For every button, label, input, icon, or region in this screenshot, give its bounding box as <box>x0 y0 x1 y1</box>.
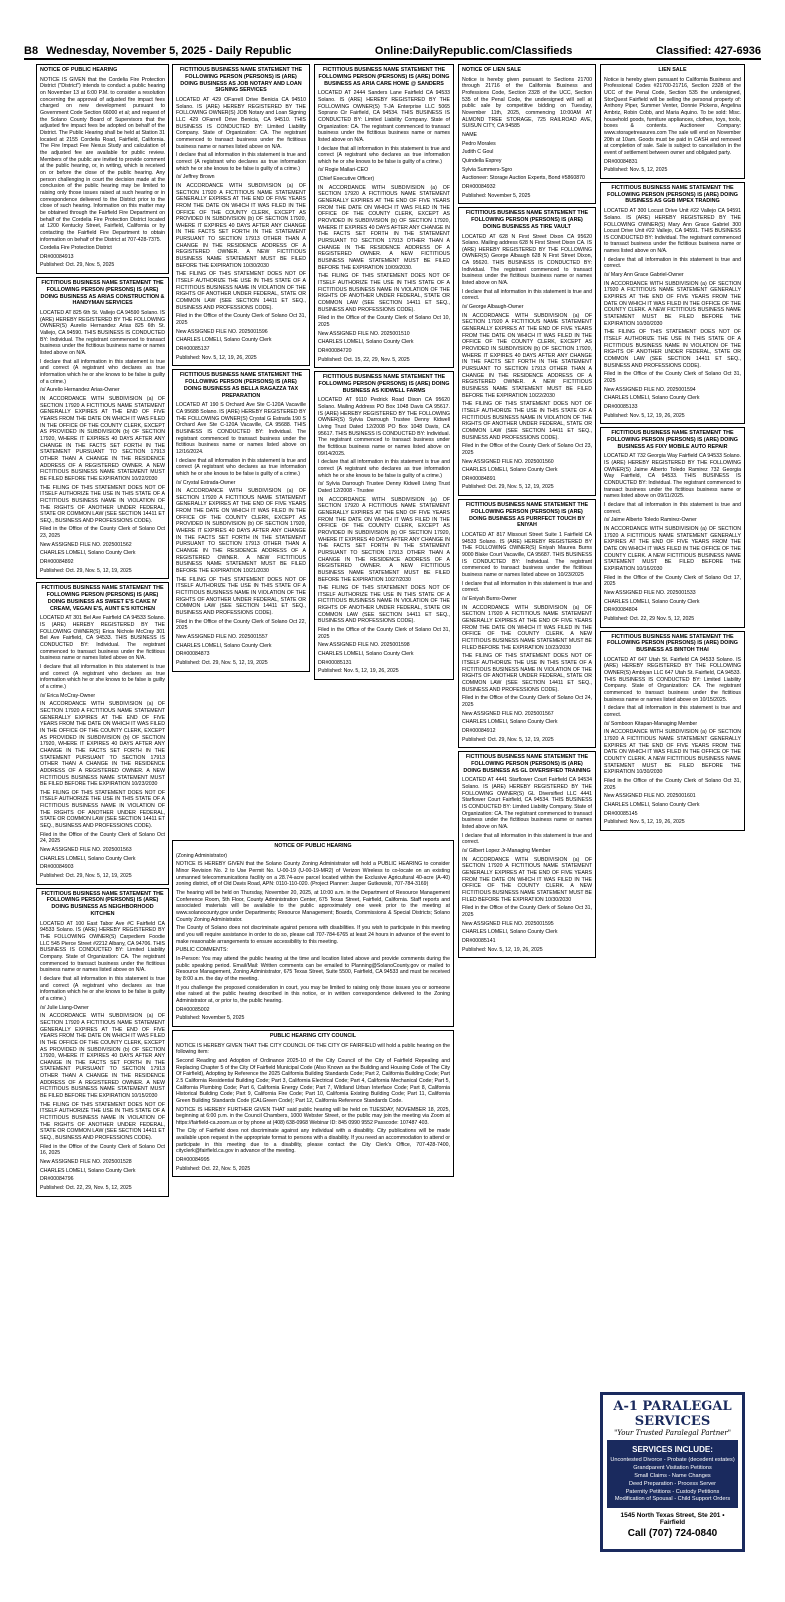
notice-text: CHARLES LOMELI, Solano County Clerk <box>604 801 700 808</box>
page-header <box>24 44 761 60</box>
legal-notice <box>458 64 596 204</box>
ad-service: Modification of Spousal - Child Support Orders <box>614 1496 731 1503</box>
notice-text: Filed in the Office of the County Clerk of Solano Oct 31, 2025 <box>604 777 741 791</box>
notice-text: LOCATED AT 825 6th St. Vallejo CA 94590 Solano. IS (ARE) HEREBY REGISTERED BY THE FOLLOWING OWNER(S) Aurelio Hernandez Arias 825 6th St. Vallejo, CA 94590. THIS BUSINESS IS CONDUCTED BY: Individual. The registrant commenced to transact business under the fictitious business name or names listed above on N/A. <box>40 310 165 357</box>
ad-services-title: SERVICES INCLUDE: <box>632 1445 713 1454</box>
notice-text: Published: Oct. 29, Nov. 5, 2025 <box>40 262 115 269</box>
notice-text: IN ACCORDANCE WITH SUBDIVISION (a) OF SECTION 17920 A FICTITIOUS NAME STATEMENT GENERALLY EXPIRES AT THE END OF FIVE YEARS FROM THE DATE ON WHICH IT WAS FILED IN THE OFFICE OF THE COUNTY CLERK, EXCEPT AS PROVIDED IN SUBDIVISION (b) OF SECTION 17920, WHERE IT EXPIRES 40 DAYS AFTER ANY CHANGE IN THE FACTS SET FORTH IN THE STATEMENT PURSUANT TO SECTION 17913 OTHER THAN A CHANGE IN THE RESIDENCE ADDRESS OF A REGISTERED OWNER. A NEW FICTITIOUS BUSINESS NAME STATEMENT MUST BE FILED BEFORE THE EXPIRATION 10/27/2030 <box>318 496 450 583</box>
notice-text: CHARLES LOMELI, Solano County Clerk <box>40 550 136 557</box>
notice-text: IN ACCORDANCE WITH SUBDIVISION (a) OF SECTION 17920 A FICTITIOUS NAME STATEMENT GENERALLY EXPIRES AT THE END OF FIVE YEARS FROM THE DATE ON WHICH IT WAS FILED IN THE OFFICE OF THE COUNTY CLERK, EXCEPT AS PROVIDED IN SUBDIVISION (b) OF SECTION 17920, WHERE IT EXPIRES 40 DAYS AFTER ANY CHANGE IN THE FACTS SET FORTH IN THE STATEMENT PURSUANT TO SECTION 17913 OTHER THAN A CHANGE IN THE RESIDENCE ADDRESS OF A REGISTERED OWNER. A NEW FICTITIOUS BUSINESS NAME STATEMENT MUST BE FILED BEFORE THE EXPIRATION 10/23/2030 <box>40 701 165 788</box>
column-4 <box>458 64 596 1584</box>
notice-text: New ASSIGNED FILE NO. 2025001596 <box>176 328 268 335</box>
notice-text: IN ACCORDANCE WITH SUBDIVISION (a) OF SECTION 17920 A FICTITIOUS NAME STATEMENT GENERALLY EXPIRES AT THE END OF FIVE YEARS FROM THE DATE ON WHICH IT WAS FILED IN THE OFFICE OF THE COUNTY CLERK. A NEW FICTITIOUS BUSINESS NAME STATEMENT MUST BE FILED BEFORE THE EXPIRATION 10/23/2030 <box>462 604 592 651</box>
notice-text: NOTICE IS HEREBY GIVEN THAT THE CITY COUNCIL OF THE CITY OF FAIRFIELD will hold a public hearing on the following item: <box>176 1042 450 1056</box>
notice-text: CHARLES LOMELI, Solano County Clerk <box>318 651 414 658</box>
notice-text: The hearing will be held on Thursday, November 20, 2025, at 10:00 a.m. in the Department of Resource Management Conference Room, 5th Floor, County Administration Center, 675 Texas Street, Fairfield, California. Staff reports and associated materials will be available to the public approximately one week prior to the meeting at www.solanocounty.gov under Departments; Resource Management; Boards, Commissions & Special Districts; Solano County Zoning Administrator. <box>176 890 450 923</box>
notice-text: New ASSIGNED FILE NO. 2025001560 <box>462 458 554 465</box>
notice-text: /s/ Rogie Mallari-CEO <box>318 167 369 174</box>
notice-text: Second Reading and Adoption of Ordinance 2025-10 of the City Council of the City of Fairfield Repealing and Replacing Chapter 5 of the City Of Fairfield Municipal Code (Also Known as the Building and Housing Code of The City Of Fairfield), Adopting by Reference the 2025 California Building Standards Code; Part 2, California Building Code; Part 2.5 California Residential Building Code; Part 3, California Electrical Code; Part 4, California Mechanical Code; Part 5, California Plumbing Code; Part 6, California Energy Code; Part 7, Wildland Urban Interface Code; Part 8, California Historical Building Code; Part 9, California Fire Code; Part 10, California Existing Building Code; Part 11, California Green Building Standards Code (CALGreen Code); Part 12, California Reference Standards Code. <box>176 1057 450 1104</box>
notice-text: I declare that all information in this statement is true and correct (A registrant who declares as true information which he or she knows to be false is guilty of a crime.) <box>40 358 165 385</box>
notice-text: NAME <box>462 132 477 138</box>
ad-tagline: "Your Trusted Paralegal Partner" <box>614 1429 731 1437</box>
notice-text: IN ACCORDANCE WITH SUBDIVISION (a) OF SECTION 17920 A FICTITIOUS NAME STATEMENT GENERALLY EXPIRES AT THE END OF FIVE YEARS FROM THE DATE ON WHICH IT WAS FILED IN THE OFFICE OF THE COUNTY CLERK, EXCEPT AS PROVIDED IN SUBDIVISION (b) OF SECTION 17920, WHERE IT EXPIRES 40 DAYS AFTER ANY CHANGE IN THE FACTS SET FORTH IN THE STATEMENT PURSUANT TO SECTION 17913 OTHER THAN A CHANGE IN THE RESIDENCE ADDRESS OF A REGISTERED OWNER. A NEW FICTITIOUS BUSINESS NAME STATEMENT MUST BE FILED BEFORE THE EXPIRATION 10/15/2030 <box>40 1013 165 1100</box>
notice-text: Notice is hereby given pursuant to Sections 21700 through 21716 of the California Business and Professions Code, Section 2328 of the UCC, Section 535 of the Penal Code, the undersigned will sell at public sale by competitive bidding on Tuesday, November 11th, 2025, commencing 10:00AM AT ALMOND TREE STORAGE, 725 RAILROAD AVE, SUISUN CITY, CA 94585 <box>462 76 592 130</box>
notice-text: I declare that all information in this statement is true and correct (A registrant who declares as true information which he or she knows to be false is guilty of a crime.) <box>40 975 165 1002</box>
notice-text: THE FILING OF THIS STATEMENT DOES NOT OF ITSELF AUTHORIZE THE USE IN THIS STATE OF A FICTITIOUS BUSINESS NAME IN VIOLATION OF THE RIGHTS OF ANOTHER UNDER FEDERAL, STATE OR COMMON LAW (SEE SECTION 14411 ET SEQ., BUSINESS AND PROFESSIONS CODE). <box>318 585 450 625</box>
notice-text: I declare that all information in this statement is true and correct. <box>604 705 741 719</box>
notice-text: THE FILING OF THIS STATEMENT DOES NOT OF ITSELF AUTHORIZE THE USE IN THIS STATE OF A FICTITIOUS BUSINESS NAME IN VIOLATION OF THE RIGHTS OF ANOTHER UNDER FEDERAL, STATE OR COMMON LAW (SEE SECTION 14411 ET SEQ., BUSINESS AND PROFESSIONS CODE). <box>318 273 450 313</box>
notice-text: Filed in the Office of the County Clerk of Solano Oct 31, 2025 <box>176 313 306 326</box>
notice-text: New ASSIGNED FILE NO. 2025001595 <box>462 920 554 927</box>
notice-text: Sylvia Summers-Sgro <box>462 166 513 173</box>
notice-text: Filed in the Office of the County Clerk of Solano Oct 10, 2025 <box>318 315 450 328</box>
legal-notice <box>458 751 596 958</box>
legal-notice <box>172 1030 454 1178</box>
notice-text: LOCATED AT 817 Missouri Street Suite 1 Fairfield CA 94533 Solano. IS (ARE) HEREBY REGISTERED BY THE FOLLOWING OWNER(S) Eniyah Maurea Burns 9000 Blake Court Vacaville, CA 95687. THIS BUSINESS IS CONDUCTED BY: Individual. The registrant commenced to transact business under the fictitious business name or names listed above on 10/23/2025 <box>462 532 592 579</box>
legal-notice <box>172 369 310 671</box>
notice-text: /s/ Gilbert Lopez Jr-Managing Member <box>462 847 551 854</box>
notice-title: NOTICE OF LIEN SALE <box>462 67 521 73</box>
notice-text: IN ACCORDANCE WITH SUBDIVISION (a) OF SECTION 17920 A FICTITIOUS NAME STATEMENT GENERALLY EXPIRES AT THE END OF FIVE YEARS FROM THE DATE ON WHICH IT WAS FILED IN THE OFFICE OF THE COUNTY CLERK. A NEW FICTITIOUS BUSINESS NAME STATEMENT MUST BE FILED BEFORE THE EXPIRATION 10/30/2030 <box>604 729 741 776</box>
notice-text: CHARLES LOMELI, Solano County Clerk <box>604 598 700 605</box>
notice-text: DR#00084831 <box>604 158 638 165</box>
notice-text: NOTICE IS GIVEN that the Cordelia Fire Protection District ("District") intends to conduct a public hearing on November 13 at 6:00 P.M. to consider a resolution concerning the approval of adjusted fire impact fees charged on new development pursuant to Government Code Section 66000 et al; and request of the Solano County Board of Supervisors that the adjusted fire impact fees be adopted on behalf of the District. The Public Hearing shall be held at Station 31 located at 2155 Cordelia Road, Fairfield, California. The Fire Impact Fee Nexus Study and calculation of the adjusted fee are available for public review. Members of the public are invited to provide comment at the public hearing, or, in writing, which is received on or before the close of the public hearing. Any person challenging in court the decision made at the conclusion of the public hearing may be limited to raising only those issues raised at such hearing or in correspondence delivered to the District prior to the close of such hearing. Information on this matter may be obtained through the Fairfield Fire Department on behalf of the Cordelia Fire Protection District located at 1200 Kentucky Street, Fairfield, California or by contacting the Fairfield Fire Department to obtain information on behalf of the District at 707-428-7375. <box>40 76 165 243</box>
notice-text: Filed in the Office of the County Clerk of Solano Oct 31, 2025 <box>604 371 741 384</box>
notice-text: LOCATED AT 301 Bel Ave Fairfield CA 94533 Solano. IS (ARE) HEREBY REGISTERED BY THE FOLLOWING OWNER(S) Erica Nichole McCray 301 Bel Ave Fairfield, CA 94533. THIS BUSINESS IS CONDUCTED BY: Individual. The registrant commenced to transact business under the fictitious business name or names listed above on N/A. <box>40 615 165 662</box>
column-3 <box>314 64 454 834</box>
notice-text: /s/ Eniyah Burns-Owner <box>462 596 517 603</box>
notice-text: Cordelia Fire Protection District <box>40 245 112 252</box>
column-5 <box>600 64 745 1384</box>
notice-text: In-Person: You may attend the public hearing at the time and location listed above and provide comments during the public speaking period. Email/Mail: Written comments can be emailed to Planning@SolanoCounty.gov or mailed to Resource Management, Zoning Administrator, 675 Texas Street, Suite 5500, Fairfield, CA 94533 and must be received by 8:00 a.m. the day of the meeting. <box>176 955 450 982</box>
notice-text: LOCATED AT 300 Locust Drive Unit #22 Vallejo CA 94591 Solano. IS (ARE) HEREBY REGISTERED BY THE FOLLOWING OWNER(S) Mary Ann Grace Gabriel 300 Locust Drive Unit #22 Vallejo, CA 94591. THIS BUSINESS IS CONDUCTED BY: Individual. The registrant commenced to transact business under the fictitious business name or names listed above on N/A. <box>604 208 741 255</box>
notice-text: DR#00084903 <box>40 864 74 871</box>
notice-title: FICTITIOUS BUSINESS NAME STATEMENT THE FOLLOWING PERSON (PERSONS) IS (ARE) DOING BUSINESS AS FIXY MOBILE AUTO REPAIR <box>607 430 738 450</box>
page-date: Wednesday, November 5, 2025 - Daily Republic <box>46 45 292 57</box>
paralegal-ad <box>600 1392 745 1552</box>
notice-text: LOCATED AT 628 N First Street Dixon CA 95620 Solano. Mailing address 628 N First Street Dixon CA. IS (ARE) HEREBY REGISTERED BY THE FOLLOWING OWNER(S) George Albaugh 628 N First Street Dixon, CA 95620. THIS BUSINESS IS CONDUCTED BY: Individual. The registrant commenced to transact business under the fictitious business name or names listed above on N/A. <box>462 233 592 287</box>
notice-text: DR#00084932 <box>462 183 496 190</box>
notice-title: NOTICE OF PUBLIC HEARING <box>274 843 352 849</box>
notice-text: I declare that all information in this statement is true and correct. <box>462 288 592 302</box>
notice-text: DR#00084995 <box>176 1157 210 1164</box>
notice-text: THE FILING OF THIS STATEMENT DOES NOT OF ITSELF AUTHORIZE THE USE IN THIS STATE OF A FICTITIOUS BUSINESS NAME IN VIOLATION OF THE RIGHTS OF ANOTHER UNDER FEDERAL, STATE OR COMMON LAW (SEE SECTION 14411 ET SEQ., BUSINESS AND PROFESSIONS CODE). <box>40 789 165 830</box>
notice-text: Published: Nov. 5, 12, 19, 26, 2025 <box>318 668 399 675</box>
notice-text: New ASSIGNED FILE NO. 2025001562 <box>40 541 132 548</box>
notice-text: Published: Oct. 29, Nov. 5, 12, 19, 2025 <box>462 736 554 743</box>
notice-title: FICTITIOUS BUSINESS NAME STATEMENT THE FOLLOWING PERSON (PERSONS) IS (ARE) DOING BUSINESS AS GL DIVERSIFIED TRAINING <box>463 754 591 774</box>
notice-text: Filed in the Office of the County Clerk of Solano Oct 17, 2025 <box>604 574 741 588</box>
notice-text: LOCATED AT 429 OFarrell Drive Benicia CA 94510 Solano. IS (ARE) HEREBY REGISTERED BY THE FOLLOWING OWNER(S) JOB Notary and Loan Signing LLC 429 OFarrell Drive Benicia, CA 94510. THIS BUSINESS IS CONDUCTED BY: Limited Liability Company. State of Organization: CA. The registrant commenced to transact business under the fictitious business name or names listed above on N/A. <box>176 97 306 150</box>
notice-text: THE FILING OF THIS STATEMENT DOES NOT OF ITSELF AUTHORIZE THE USE IN THIS STATE OF A FICTITIOUS BUSINESS NAME IN VIOLATION OF THE RIGHTS OF ANOTHER UNDER FEDERAL, STATE OR COMMON LAW (SEE SECTION 14411 ET SEQ., BUSINESS AND PROFESSIONS CODE). <box>604 329 741 369</box>
notice-text: New ASSIGNED FILE NO. 2025001533 <box>604 589 696 596</box>
notice-text: The County of Solano does not discriminate against persons with disabilities. If you wish to participate in this meeting and you will require assistance in order to do so, please call 707-784-6765 at least 24 hours in advance of the event to make reasonable arrangements to ensure accessibility to this meeting. <box>176 925 450 945</box>
notice-text: CHARLES LOMELI, Solano County Clerk <box>40 1167 136 1174</box>
notice-text: IN ACCORDANCE WITH SUBDIVISION (a) OF SECTION 17920 A FICTITIOUS NAME STATEMENT GENERALLY EXPIRES AT THE END OF FIVE YEARS FROM THE DATE ON WHICH IT WAS FILED IN THE OFFICE OF THE COUNTY CLERK, EXCEPT AS PROVIDED IN SUBDIVISION (b) OF SECTION 17920, WHERE IT EXPIRES 40 DAYS AFTER ANY CHANGE IN THE FACTS SET FORTH IN THE STATEMENT PURSUANT TO SECTION 17913 OTHER THAN A CHANGE IN THE RESIDENCE ADDRESS OF A REGISTERED OWNER. A NEW FICTITIOUS BUSINESS NAME STATEMENT MUST BE FILED BEFORE THE EXPIRATION 10/22/2030 <box>462 312 592 399</box>
legal-notice <box>600 182 745 424</box>
notice-text: Filed in the Office of the County Clerk of Solano Oct 23, 2025 <box>40 526 165 540</box>
legal-notice <box>600 631 745 831</box>
notice-text: Published: Oct. 22, 29 Nov. 5, 12, 2025 <box>604 615 695 622</box>
ad-services <box>607 1440 738 1508</box>
notice-text: CHARLES LOMELI, Solano County Clerk <box>604 395 700 402</box>
notice-text: NOTICE IS HEREBY GIVEN that the Solano County Zoning Administrator will hold a PUBLIC HEARING to consider Minor Revision No. 2 to Use Permit No. U-00-19 (U-00-19-MR2) of Verizon Wireless to co-locate on an existing unmanned telecommunications facility on a 28.74-acre parcel located within the Exclusive Agricultural 40-acre (A-40) zoning district, off of Old Davis Road, APN: 0110-110-020. (Project Planner: Jasper Gutkowski, 707-784-3169) <box>176 861 450 888</box>
ad-service: Uncontested Divorce - Probate (decedent estates) <box>610 1457 735 1464</box>
notice-text: /s/ Somboon Kitapan-Managing Member <box>604 720 698 727</box>
notice-text: DR#00085002 <box>176 1006 210 1013</box>
wide-notices <box>172 840 454 1540</box>
legal-notice <box>36 277 169 579</box>
notice-text: CHARLES LOMELI, Solano County Clerk <box>176 337 272 344</box>
notice-text: Published: Nov. 5, 12, 19, 26, 2025 <box>604 412 685 419</box>
notice-text: IN ACCORDANCE WITH SUBDIVISION (a) OF SECTION 17920 A FICTITIOUS NAME STATEMENT GENERALLY EXPIRES AT THE END OF FIVE YEARS FROM THE DATE ON WHICH IT WAS FILED IN THE OFFICE OF THE COUNTY CLERK. A NEW FICTITIOUS BUSINESS NAME STATEMENT MUST BE FILED BEFORE THE EXPIRATION 10/30/2030 <box>462 856 592 903</box>
notice-text: /s/ Julie Liang-Owner <box>40 1004 89 1011</box>
notice-text: Published: November 5, 2025 <box>176 1015 245 1022</box>
notice-text: DR#00084912 <box>462 727 496 734</box>
notice-text: LOCATED AT 100 East Tabor Ave #C Fairfield CA 94533 Solano. IS (ARE) HEREBY REGISTERED BY THE FOLLOWING OWNER(S) Carpediem Foodie LLC 545 Pierce Street #2212 Albany, CA 94706. THIS BUSINESS IS CONDUCTED BY: Limited Liability Company. State of Organization: CA. The registrant commenced to transact business under the fictitious business name or names listed above on N/A. <box>40 920 165 974</box>
notice-text: CHARLES LOMELI, Solano County Clerk <box>462 719 558 726</box>
notice-title: PUBLIC HEARING CITY COUNCIL <box>269 1032 357 1039</box>
ad-service: Paternity Petitions - Custody Petitions <box>625 1488 720 1495</box>
notice-text: New ASSIGNED FILE NO. 2025001528 <box>40 1159 132 1165</box>
notice-text: I declare that all information in this statement is true and correct. <box>462 832 592 846</box>
ad-service: Grandparent Visitation Petitions <box>633 1465 712 1472</box>
notice-text: Published: Oct. 22, 29, Nov. 5, 12, 2025 <box>40 1184 132 1191</box>
notice-text: /s/ Jaime Alberto Toledo Ramirez-Owner <box>604 517 697 524</box>
notice-text: /s/ Aurelio Hernandez Arias-Owner <box>40 387 120 394</box>
ad-phone[interactable]: Call (707) 724-0840 <box>627 1528 718 1540</box>
notice-text: New ASSIGNED FILE NO. 2025001563 <box>40 847 132 854</box>
notice-text: IN ACCORDANCE WITH SUBDIVISION (a) OF SECTION 17920 A FICTITIOUS NAME STATEMENT GENERALLY EXPIRES AT THE END OF FIVE YEARS FROM THE DATE ON WHICH IT WAS FILED IN THE OFFICE OF THE COUNTY CLERK, EXCEPT AS PROVIDED IN SUBDIVISION (b) OF SECTION 17920, WHERE IT EXPIRES 40 DAYS AFTER ANY CHANGE IN THE FACTS SET FORTH IN THE STATEMENT PURSUANT TO SECTION 17913 OTHER THAN A CHANGE IN THE RESIDENCE ADDRESS OF A REGISTERED OWNER. A NEW FICTITIOUS BUSINESS NAME STATEMENT MUST BE FILED BEFORE THE EXPIRATION 10/22/2030 <box>40 396 165 482</box>
notice-text: THE FILING OF THIS STATEMENT DOES NOT OF ITSELF AUTHORIZE THE USE IN THIS STATE OF A FICTITIOUS BUSINESS NAME IN VIOLATION OF THE RIGHTS OF ANOTHER UNDER FEDERAL, STATE OR COMMON LAW (SEE SECTION 14411 ET SEQ., BUSINESS AND PROFESSIONS CODE). <box>176 271 306 311</box>
notice-text: Filed in the Office of the County Clerk of Solano Oct 31, 2025 <box>318 627 450 640</box>
notice-text: New ASSIGNED FILE NO. 2025001598 <box>318 642 410 649</box>
notice-text: /s/ Mary Ann Grace Gabriel-Owner <box>604 272 684 279</box>
notice-text: DR#00084796 <box>40 1176 74 1183</box>
notice-text: New ASSIGNED FILE NO. 2025001594 <box>604 386 696 393</box>
legal-notice <box>600 427 745 627</box>
legal-notice <box>314 64 454 368</box>
notice-text: Published: Oct. 15, 22, 29, Nov. 5, 2025 <box>318 356 410 363</box>
notice-text: Judith C Goul <box>462 149 494 156</box>
notice-text: DR#00085145 <box>604 810 638 817</box>
notice-title: FICTITIOUS BUSINESS NAME STATEMENT THE FOLLOWING PERSON (PERSONS) IS (ARE) DOING BUSINESS AS ARIAS CONSTRUCTION & HANDYMAN SERVICES <box>40 280 165 307</box>
notice-text: Published: Oct. 29, Nov. 5, 12, 19, 2025 <box>462 484 554 491</box>
legal-notice <box>458 207 596 496</box>
notice-text: I declare that all information in this statement is true and correct (A registrant who declares as true information which he or she knows to be false is guilty of a crime.) <box>40 664 165 690</box>
notice-text: CHARLES LOMELI, Solano County Clerk <box>462 929 558 936</box>
notice-title: FICTITIOUS BUSINESS NAME STATEMENT THE FOLLOWING PERSON (PERSONS) IS (ARE) DOING BUSINESS AS BELLA RAGAZZA TAX PREPARATION <box>179 372 303 399</box>
notice-text: Published: Oct. 29, Nov. 5, 12, 19, 2025 <box>40 873 132 880</box>
notice-text: Pedro Morales <box>462 140 496 147</box>
classified-phone: Classified: 427-6936 <box>655 45 761 57</box>
notice-text: Published: Nov. 5, 12, 19, 26, 2025 <box>462 946 543 953</box>
ad-address: 1545 North Texas Street, Ste 201 • Fairfield <box>620 1512 725 1527</box>
notice-text: THE FILING OF THIS STATEMENT DOES NOT OF ITSELF AUTHORIZE THE USE IN THIS STATE OF A FICTITIOUS BUSINESS NAME IN VIOLATION OF THE RIGHTS OF ANOTHER UNDER FEDERAL, STATE OR COMMON LAW (SEE SECTION 14411 ET SEQ., BUSINESS AND PROFESSIONS CODE). <box>40 1101 165 1142</box>
legal-notice <box>36 888 169 1197</box>
notice-text: Auctioneer: Storage Auction Experts, Bond #5860870 <box>462 175 585 182</box>
notice-text: I declare that all information in this statement is true and correct (A registrant who declares as true information which he or she knows to be false is guilty of a crime.) <box>318 459 450 479</box>
notice-text: DR#00085141 <box>462 937 496 944</box>
notice-text: IN ACCORDANCE WITH SUBDIVISION (a) OF SECTION 17920 A FICTITIOUS NAME STATEMENT GENERALLY EXPIRES AT THE END OF FIVE YEARS FROM THE DATE ON WHICH IT WAS FILED IN THE OFFICE OF THE COUNTY CLERK. A NEW FICTITIOUS BUSINESS NAME STATEMENT MUST BE FILED BEFORE THE EXPIRATION 10/30/2030 <box>604 280 741 327</box>
notice-title: FICTITIOUS BUSINESS NAME STATEMENT THE FOLLOWING PERSON (PERSONS) IS (ARE) DOING BUSINESS AS SWEET E'S CAKE N' CREAM, VEGAN E'S, AUNT E'S KITCHEN <box>41 585 164 612</box>
ad-service: Small Claims - Name Changes <box>634 1472 711 1479</box>
notice-text: CHARLES LOMELI, Solano County Clerk <box>462 467 558 474</box>
notice-text: Quindella Esprey <box>462 157 502 164</box>
notice-text: DR#00084804 <box>604 607 638 614</box>
legal-notice <box>36 64 169 274</box>
legal-notice <box>36 582 169 884</box>
notice-text: I declare that all information in this statement is true and correct (A registrant who declares as true information which he or she knows to be false is guilty of a crime.) <box>318 145 450 165</box>
notice-text: Published: Oct. 22, Nov. 5, 2025 <box>176 1165 251 1172</box>
notice-text: NOTICE IS HEREBY FURTHER GIVEN THAT said public hearing will be held on TUESDAY, NOVEMBER 18, 2025, beginning at 6:00 p.m. in the Council Chambers, 1000 Webster Street, or the public may join the meeting via Zoom at https://fairfield-ca.zoom.us or by phone at (408) 638-0968 Webinar ID: 845 0990 9552 Passcode: 107487 403. <box>176 1106 450 1126</box>
notice-text: Notice is hereby given pursuant to California Business and Professional Codes #21700-21716, Section 2328 of the UCC of the Penal Code, Section 535 the undersigned, StorQuest Fairfield will be selling the personal property of: Anthony Piper, Summer Venter, Donnie Pickens, Angelina Ambriz, Robin Cobb, and Maria Aquino. To be sold: Misc. household goods, furniture appliances, clothes, toys, tools, boxes & contents. Auctioneer Company: www.storagetreasures.com The sale will end on November 20th at 10am. Goods must be paid in CASH and removed at completion of sale. Sale is subject to cancellation in the event of settlement between owner and obligated party. <box>604 76 741 156</box>
notice-title: FICTITIOUS BUSINESS NAME STATEMENT THE FOLLOWING PERSON (PERSONS) IS (ARE) DOING BUSINESS AS NEIGHBORHOOD KITCHEN <box>41 890 164 917</box>
notice-text: IN ACCORDANCE WITH SUBDIVISION (a) OF SECTION 17920 A FICTITIOUS NAME STATEMENT GENERALLY EXPIRES AT THE END OF FIVE YEARS FROM THE DATE ON WHICH IT WAS FILED IN THE OFFICE OF THE COUNTY CLERK, EXCEPT AS PROVIDED IN SUBDIVISION (b) OF SECTION 17920, WHERE IT EXPIRES 40 DAYS AFTER ANY CHANGE IN THE FACTS SET FORTH IN THE STATEMENT PURSUANT TO SECTION 17913 OTHER THAN A CHANGE IN THE RESIDENCE ADDRESS OF A REGISTERED OWNER. A NEW FICTITIOUS BUSINESS NAME STATEMENT MUST BE FILED BEFORE THE EXPIRATION 10/30/2030 <box>176 182 306 269</box>
notice-text: (Zoning Administrator) <box>176 852 228 859</box>
notice-title: FICTITIOUS BUSINESS NAME STATEMENT THE FOLLOWING PERSON (PERSONS) IS (ARE) DOING BUSINESS AS BINTOH THAI <box>607 633 738 654</box>
notice-text: THE FILING OF THIS STATEMENT DOES NOT OF ITSELF AUTHORIZE THE USE IN THIS STATE OF A FICTITIOUS BUSINESS NAME IN VIOLATION OF THE RIGHTS OF ANOTHER UNDER FEDERAL, STATE OR COMMON LAW (SEE SECTION 14411 ET SEQ., BUSINESS AND PROFESSIONS CODE). <box>176 576 306 616</box>
notice-text: DR#00084891 <box>462 475 496 482</box>
notice-text: Filed in the Office of the County Clerk of Solano Oct 23, 2025 <box>462 443 592 456</box>
notice-text: /s/ Erica McCray-Owner <box>40 692 96 699</box>
notice-text: /s/ George Albaugh-Owner <box>462 304 524 311</box>
notice-text: /s/ Crystal Estrada-Owner <box>176 479 236 486</box>
notice-text: I declare that all information in this statement is true and correct (A registrant who declares as true information which he or she knows to be false is guilty of a crime.) <box>176 152 306 172</box>
notice-title: FICTITIOUS BUSINESS NAME STATEMENT THE FOLLOWING PERSON (PERSONS) IS (ARE) DOING BUSINESS AS GGB IMPEX TRADING <box>607 184 738 205</box>
notice-title: FICTITIOUS BUSINESS NAME STATEMENT THE FOLLOWING PERSON (PERSONS) IS (ARE) DOING BUSINESS AS ARIA CARE HOME @ SANDERS <box>318 67 450 87</box>
notice-text: I declare that all information in this statement is true and correct. <box>604 502 741 515</box>
notice-text: Published: Nov. 5, 12, 2025 <box>604 167 668 174</box>
column-2 <box>172 64 310 834</box>
notice-text: DR#00085133 <box>604 403 638 410</box>
notice-text: LOCATED AT 190 S Orchard Ave Ste C-120A Vacaville CA 95688 Solano. IS (ARE) HEREBY REGISTERED BY THE FOLLOWING OWNER(S) Crystal G Estrada 190 S Orchard Ave Ste C-120A Vacaville, CA 95688. THIS BUSINESS IS CONDUCTED BY: Individual. The registrant commenced to transact business under the fictitious business name or names listed above on 12/16/2024. <box>176 402 306 455</box>
notice-text: CHARLES LOMELI, Solano County Clerk <box>176 642 272 649</box>
notice-text: Published: Oct. 29, Nov. 5, 12, 19, 2025 <box>176 659 268 666</box>
notice-text: If you challenge the proposed consideration in court, you may be limited to raising only those issues you or someone else raised at the public hearing described in this notice, or in written correspondence delivered to the Zoning Administrator at, or prior to, the public hearing. <box>176 984 450 1004</box>
notice-text: New ASSIGNED FILE NO. 2025001557 <box>176 633 268 640</box>
notice-text: CHARLES LOMELI, Solano County Clerk <box>40 855 136 862</box>
notice-text: Published: Nov. 5, 12, 19, 26, 2025 <box>176 354 257 361</box>
notice-text: LOCATED AT 2444 Sanders Lane Fairfield CA 94533 Solano. IS (ARE) HEREBY REGISTERED BY THE FOLLOWING OWNER(S) T-JA Enterprise LLC 5065 Soprano Cir Fairfield, CA 94534. THIS BUSINESS IS CONDUCTED BY: Limited Liability Company. State of Organization: CA. The registrant commenced to transact business under the fictitious business name or names listed above on N/A. <box>318 90 450 143</box>
notice-title: FICTITIOUS BUSINESS NAME STATEMENT THE FOLLOWING PERSON (PERSONS) IS (ARE) DOING BUSINESS AS TIRE VAULT <box>465 210 589 230</box>
notice-text: DR#00084892 <box>40 559 74 566</box>
notice-text: IN ACCORDANCE WITH SUBDIVISION (a) OF SECTION 17920 A FICTITIOUS NAME STATEMENT GENERALLY EXPIRES AT THE END OF FIVE YEARS FROM THE DATE ON WHICH IT WAS FILED IN THE OFFICE OF THE COUNTY CLERK, EXCEPT AS PROVIDED IN SUBDIVISION (b) OF SECTION 17920, WHERE IT EXPIRES 40 DAYS AFTER ANY CHANGE IN THE FACTS SET FORTH IN THE STATEMENT PURSUANT TO SECTION 17913 OTHER THAN A CHANGE IN THE RESIDENCE ADDRESS OF A REGISTERED OWNER. A NEW FICTITIOUS BUSINESS NAME STATEMENT MUST BE FILED BEFORE THE EXPIRATION 10/09/2030. <box>318 184 450 271</box>
notice-title: FICTITIOUS BUSINESS NAME STATEMENT THE FOLLOWING PERSON (PERSONS) IS (ARE) DOING BUSINESS AS KIDWELL FARMS <box>318 374 450 394</box>
notice-text: Published: November 5, 2025 <box>462 192 531 199</box>
notice-text: Filed in the Office of the County Clerk of Solano Oct 22, 2025 <box>176 618 306 632</box>
legal-notice <box>314 371 454 680</box>
notice-text: (Chief Executive Officer) <box>318 176 375 183</box>
notice-text: New ASSIGNED FILE NO. 2025001510 <box>318 330 410 337</box>
notice-text: LOCATED AT 732 Georgia Way Fairfield CA 94533 Solano. IS (ARE) HEREBY REGISTERED BY THE FOLLOWING OWNER(S) Jaime Alberto Toledo Ramirez 732 Georgia Way Fairfield, CA 94533. THIS BUSINESS IS CONDUCTED BY: Individual. The registrant commenced to transact business under the fictitious business name or names listed above on 09/11/2025. <box>604 453 741 500</box>
legal-notice <box>458 499 596 748</box>
notice-text: PUBLIC COMMENTS: <box>176 947 228 954</box>
notice-text: I declare that all information in this statement is true and correct (A registrant who declares as true information which he or she knows to be false is guilty of a crime.) <box>176 457 306 477</box>
notice-title: NOTICE OF PUBLIC HEARING <box>40 67 118 73</box>
notice-text: DR#00084913 <box>40 253 74 260</box>
legal-notice <box>172 840 454 1027</box>
notice-text: Published: Nov. 5, 12, 19, 26, 2025 <box>604 819 685 826</box>
legal-notice <box>172 64 310 366</box>
notice-text: DR#00085131 <box>318 659 352 666</box>
notice-title: FICTITIOUS BUSINESS NAME STATEMENT THE FOLLOWING PERSON (PERSONS) IS (ARE) DOING BUSINESS AS JOB NOTARY AND LOAN SIGNING SERVICES <box>179 67 303 94</box>
notice-text: LOCATED AT 647 Utah St. Fairfield CA 94533 Solano. IS (ARE) HEREBY REGISTERED BY THE FOLLOWING OWNER(S) Ambiyan LLC 647 Utah St. Fairfield, CA 94533. THIS BUSINESS IS CONDUCTED BY: Limited Liability Company. State of Organization: CA. The registrant commenced to transact business under the fictitious business name or names listed above on 10/15/2025. <box>604 656 741 703</box>
notice-text: I declare that all information in this statement is true and correct. <box>462 580 592 594</box>
column-1 <box>36 64 169 1584</box>
notice-text: CHARLES LOMELI, Solano County Clerk <box>318 339 414 346</box>
notice-text: New ASSIGNED FILE NO. 2025001567 <box>462 710 554 717</box>
ad-service: Deed Preparation - Process Server <box>628 1480 717 1487</box>
notice-text: DR#00084873 <box>176 651 210 658</box>
notice-text: LOCATED AT 9110 Pedrick Road Dixon CA 95620 Solano. Mailing Address PO Box 1048 Davis CA 95617. IS (ARE) HEREBY REGISTERED BY THE FOLLOWING OWNER(S) Sylvia Darrough Trustee Denny Kidwell Living Trust Dated 12/2008 PO Box 1048 Davis, CA 95617. THIS BUSINESS IS CONDUCTED BY: Individual. The registrant commenced to transact business under the fictitious business name or names listed above on 09/14/2025. <box>318 397 450 457</box>
notice-text: LOCATED AT 4441 Starflower Court Fairfield CA 94534 Solano. IS (ARE) HEREBY REGISTERED BY THE FOLLOWING OWNER(S) GL Diversified LLC 4441 Starflower Court Fairfield, CA 94534. THIS BUSINESS IS CONDUCTED BY: Limited Liability Company. State of Organization: CA. The registrant commenced to transact business under the fictitious business name or names listed above on N/A. <box>462 777 592 830</box>
notice-text: The City of Fairfield does not discriminate against any individual with a disability. City publications will be made available upon request in the appropriate format to persons with a disability. If you need an accommodation to attend or participate in this meeting due to a disability, please contact the City Clerk's Office, 707-428-7400, cityclerk@fairfield.ca.gov in advance of the meeting. <box>176 1128 450 1155</box>
notice-text: THE FILING OF THIS STATEMENT DOES NOT OF ITSELF AUTHORIZE THE USE IN THIS STATE OF A FICTITIOUS BUSINESS NAME IN VIOLATION OF THE RIGHTS OF ANOTHER UNDER FEDERAL, STATE OR COMMON LAW (SEE SECTION 14411 ET SEQ., BUSINESS AND PROFESSIONS CODE). <box>462 653 592 693</box>
notice-title: LIEN SALE <box>658 67 687 73</box>
legal-notice <box>600 64 745 179</box>
site-link[interactable]: Online:DailyRepublic.com/Classifieds <box>374 45 573 57</box>
notice-text: IN ACCORDANCE WITH SUBDIVISION (a) OF SECTION 17920 A FICTITIOUS NAME STATEMENT GENERALLY EXPIRES AT THE END OF FIVE YEARS FROM THE DATE ON WHICH IT WAS FILED IN THE OFFICE OF THE COUNTY CLERK, EXCEPT AS PROVIDED IN SUBDIVISION (b) OF SECTION 17920, WHERE IT EXPIRES 40 DAYS AFTER ANY CHANGE IN THE FACTS SET FORTH IN THE STATEMENT PURSUANT TO SECTION 17913 OTHER THAN A CHANGE IN THE RESIDENCE ADDRESS OF A REGISTERED OWNER. A NEW FICTITIOUS BUSINESS NAME STATEMENT MUST BE FILED BEFORE THE EXPIRATION 10/21/2030 <box>176 488 306 575</box>
notice-text: New ASSIGNED FILE NO. 2025001601 <box>604 793 696 800</box>
notice-text: THE FILING OF THIS STATEMENT DOES NOT OF ITSELF AUTHORIZE THE USE IN THIS STATE OF A FICTITIOUS BUSINESS NAME IN VIOLATION OF THE RIGHTS OF ANOTHER UNDER FEDERAL, STATE OR COMMON LAW (SEE SECTION 14411 ET SEQ., BUSINESS AND PROFESSIONS CODE). <box>40 484 165 524</box>
notice-text: Filed in the Office of the County Clerk of Solano Oct 24, 2025 <box>40 831 165 845</box>
notice-text: DR#00084720 <box>318 347 352 354</box>
notice-text: THE FILING OF THIS STATEMENT DOES NOT OF ITSELF AUTHORIZE THE USE IN THIS STATE OF A FICTITIOUS BUSINESS NAME IN VIOLATION OF THE RIGHTS OF ANOTHER UNDER FEDERAL, STATE OR COMMON LAW (SEE SECTION 14411 ET SEQ., BUSINESS AND PROFESSIONS CODE). <box>462 401 592 441</box>
notice-text: DR#00085137 <box>176 345 210 352</box>
notice-title: FICTITIOUS BUSINESS NAME STATEMENT THE FOLLOWING PERSON (PERSONS) IS (ARE) DOING BUSINESS AS PURRFECT TOUCH BY ENIYAH <box>465 502 589 529</box>
page-number: B8 <box>24 45 39 57</box>
ad-name: A-1 PARALEGAL SERVICES <box>613 1399 732 1429</box>
notice-text: /s/ Jeffrey Brown <box>176 174 215 181</box>
notice-text: IN ACCORDANCE WITH SUBDIVISION (a) OF SECTION 17920 A FICTITIOUS NAME STATEMENT GENERALLY EXPIRES AT THE END OF FIVE YEARS FROM THE DATE ON WHICH IT WAS FILED IN THE OFFICE OF THE COUNTY CLERK. A NEW FICTITIOUS BUSINESS NAME STATEMENT MUST BE FILED BEFORE THE EXPIRATION 10/16/2030 <box>604 526 741 572</box>
notice-text: Filed in the Office of the County Clerk of Solano Oct 31, 2025 <box>462 905 592 918</box>
notice-text: I declare that all information in this statement is true and correct. <box>604 256 741 270</box>
notice-text: /s/ Sylvia Darrough Trustee Denny Kidwell Living Trust Dated 12/2008 - Trustee <box>318 481 450 494</box>
notice-text: Published: Oct. 29, Nov. 5, 12, 19, 2025 <box>40 567 132 574</box>
notice-text: Filed in the Office of the County Clerk of Solano Oct 16, 2025 <box>40 1143 165 1157</box>
notice-text: Filed in the Office of the County Clerk of Solano Oct 24, 2025 <box>462 695 592 708</box>
